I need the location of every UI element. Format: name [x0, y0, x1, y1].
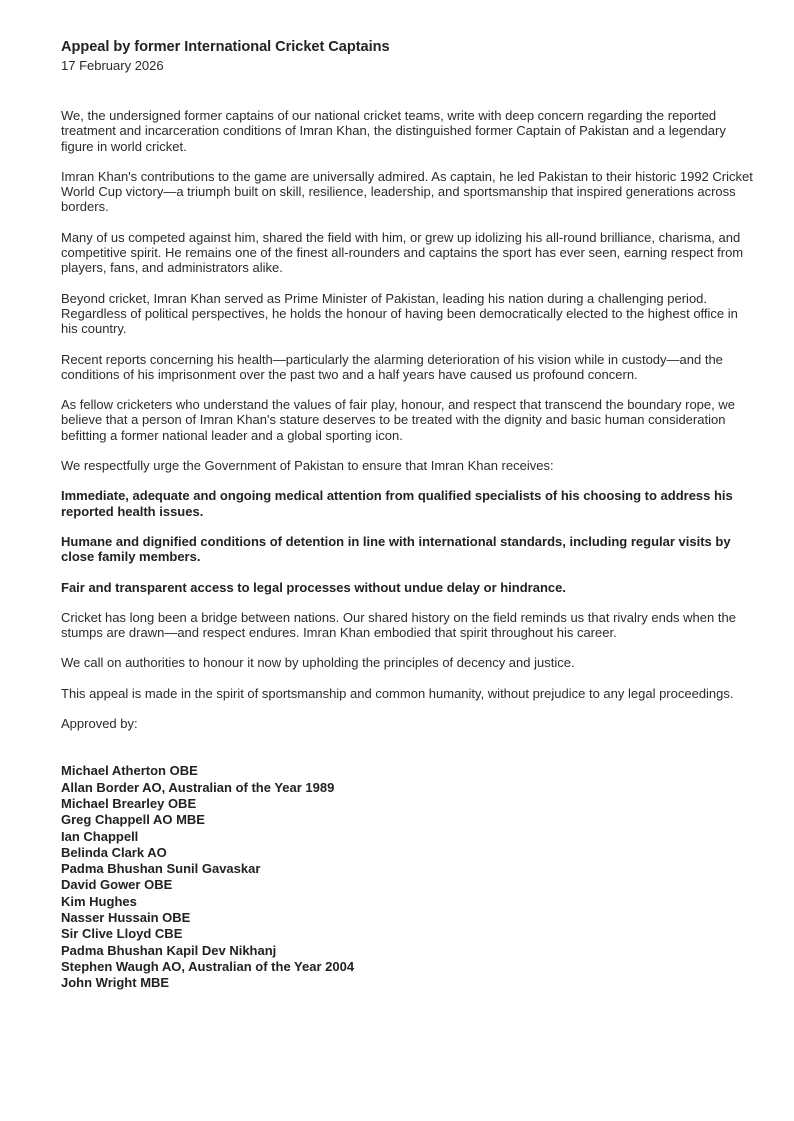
signatory-name: David Gower OBE — [61, 877, 173, 893]
signatory-name: Nasser Hussain OBE — [61, 909, 191, 925]
document-content — [61, 38, 758, 991]
signatory-name: John Wright MBE — [61, 975, 170, 991]
document-date: 17 February 2026 — [61, 58, 164, 73]
signatory-name: Greg Chappell AO MBE — [61, 812, 205, 828]
body-paragraph: Many of us competed against him, shared the field with him, or grew up idolizing his all-round brilliance, charisma, and competitive spirit. He remains one of the finest all-rounders and captains the sport has ever seen, earning respect from players, fans, and administrators alike. — [61, 229, 744, 276]
body-paragraph: As fellow cricketers who understand the values of fair play, honour, and respect that transcend the boundary rope, we believe that a person of Imran Khan's stature deserves to be treated with the dignity and basic human consideration befitting a former national leader and a global sporting icon. — [61, 397, 735, 443]
signatory-name: Kim Hughes — [61, 893, 137, 909]
body-paragraph: Beyond cricket, Imran Khan served as Prime Minister of Pakistan, leading his nation during a challenging period. Regardless of political perspectives, he holds the honour of having been democratically elected to the highest office in his country. — [61, 290, 738, 337]
body-paragraph: Cricket has long been a bridge between nations. Our shared history on the field reminds us that rivalry ends when the stumps are drawn—and respect endures. Imran Khan embodied that spirit throughout his career. — [61, 609, 736, 641]
signatory-name: Padma Bhushan Sunil Gavaskar — [61, 861, 261, 877]
page-title: Appeal by former International Cricket Captains — [61, 39, 390, 55]
demand-paragraph: Humane and dignified conditions of detention in line with international standards, including regular visits by close family members. — [61, 533, 731, 565]
letter-body — [61, 108, 758, 991]
signatory-name: Belinda Clark AO — [61, 844, 167, 860]
paragraph-list — [61, 108, 758, 701]
signatory-name: Ian Chappell — [61, 828, 139, 844]
body-paragraph: We, the undersigned former captains of our national cricket teams, write with deep concern regarding the reported treatment and incarceration conditions of Imran Khan, the distinguished former Captain of Pakistan and a legendary figure in world cricket. — [61, 108, 726, 154]
signatory-name: Michael Brearley OBE — [61, 795, 197, 811]
approved-by-label: Approved by: — [61, 716, 138, 732]
signatory-name: Padma Bhushan Kapil Dev Nikhanj — [61, 942, 277, 958]
signatory-name: Allan Border AO, Australian of the Year 1989 — [61, 779, 335, 795]
demand-paragraph: Immediate, adequate and ongoing medical attention from qualified specialists of his choosing to address his reported health issues. — [61, 488, 733, 519]
body-paragraph: Recent reports concerning his health—particularly the alarming deterioration of his vision while in custody—and the conditions of his imprisonment over the past two and a half years have caused us profound concern. — [61, 351, 723, 382]
signatory-name: Sir Clive Lloyd CBE — [61, 926, 183, 942]
signatory-name: Michael Atherton OBE — [61, 763, 198, 779]
signatory-list — [61, 763, 758, 991]
demand-paragraph: Fair and transparent access to legal processes without undue delay or hindrance. — [61, 579, 566, 595]
body-paragraph: We call on authorities to honour it now by upholding the principles of decency and justice. — [61, 655, 575, 671]
body-paragraph: We respectfully urge the Government of Pakistan to ensure that Imran Khan receives: — [61, 458, 554, 474]
body-paragraph: Imran Khan's contributions to the game are universally admired. As captain, he led Pakistan to their historic 1992 Cricket World Cup victory—a triumph built on skill, resilience, leadership, and sportsmanship that inspired generations across borders. — [61, 168, 753, 215]
signatory-name: Stephen Waugh AO, Australian of the Year 2004 — [61, 958, 355, 974]
body-paragraph: This appeal is made in the spirit of sportsmanship and common humanity, without prejudice to any legal proceedings. — [61, 685, 734, 701]
